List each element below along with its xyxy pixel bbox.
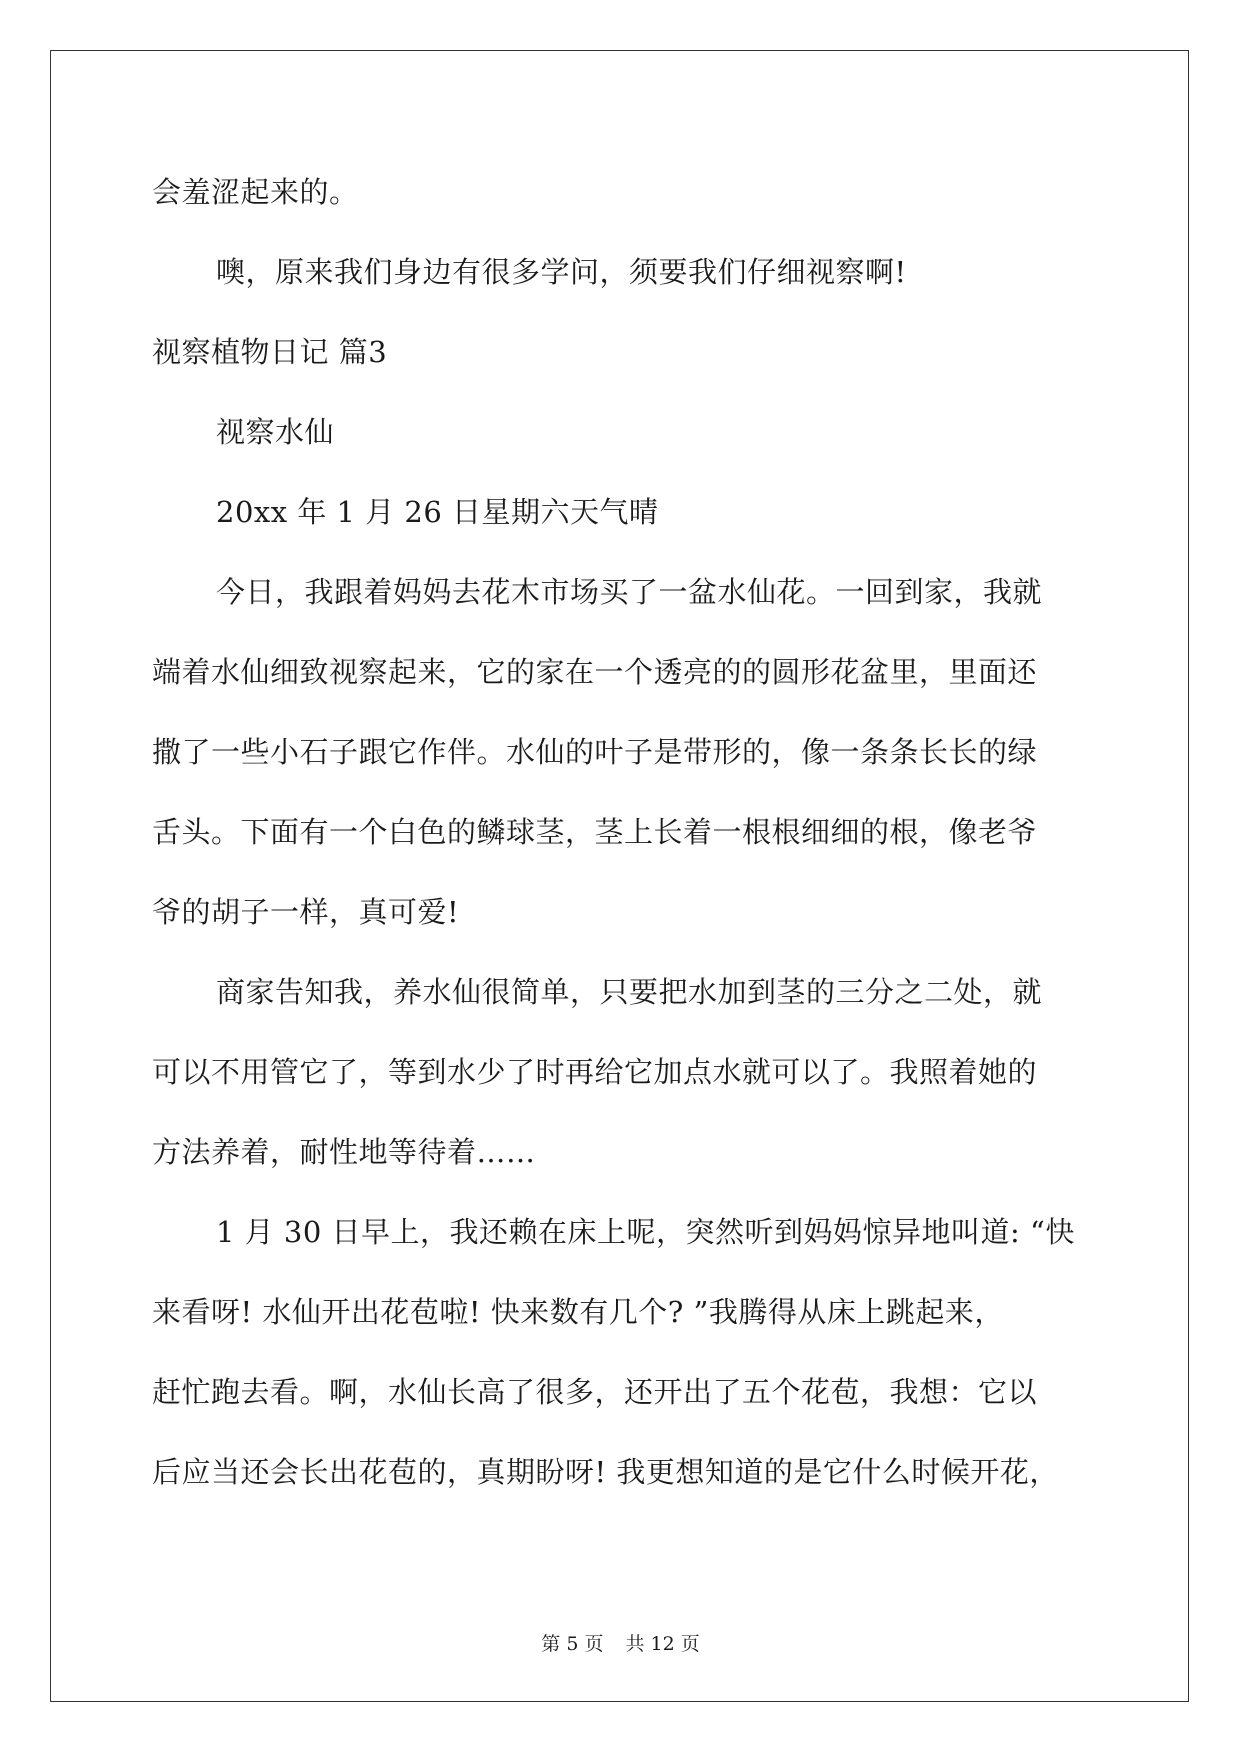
text-line-8: 撒了一些小石子跟它作伴。水仙的叶子是带形的，像一条条长长的绿 xyxy=(152,735,1038,769)
text-line-6: 今日，我跟着妈妈去花木市场买了一盆水仙花。一回到家，我就 xyxy=(216,575,1043,609)
page-total: 共 12 页 xyxy=(625,1633,700,1655)
text-line-14: 1 月 30 日早上，我还赖在床上呢，突然听到妈妈惊异地叫道: “快 xyxy=(216,1215,1075,1249)
section-heading: 视察植物日记 篇3 xyxy=(152,335,388,369)
text-line-15: 来看呀! 水仙开出花苞啦! 快来数有几个? ”我腾得从床上跳起来， xyxy=(152,1295,1004,1329)
diary-date: 20xx 年 1 月 26 日星期六天气晴 xyxy=(216,495,659,529)
text-line-1: 会羞涩起来的。 xyxy=(152,175,359,209)
text-line-11: 商家告知我，养水仙很简单，只要把水加到茎的三分之二处，就 xyxy=(216,975,1043,1009)
text-line-9: 舌头。下面有一个白色的鳞球茎，茎上长着一根根细细的根，像老爷 xyxy=(152,815,1038,849)
text-line-2: 噢，原来我们身边有很多学问，须要我们仔细视察啊! xyxy=(216,255,907,289)
diary-title: 视察水仙 xyxy=(216,415,335,449)
text-line-16: 赶忙跑去看。啊，水仙长高了很多，还开出了五个花苞，我想：它以 xyxy=(152,1375,1038,1409)
text-line-10: 爷的胡子一样，真可爱! xyxy=(152,895,460,929)
text-line-13: 方法养着，耐性地等待着…… xyxy=(152,1135,536,1169)
text-line-17: 后应当还会长出花苞的，真期盼呀! 我更想知道的是它什么时候开花， xyxy=(152,1455,1059,1489)
text-line-12: 可以不用管它了，等到水少了时再给它加点水就可以了。我照着她的 xyxy=(152,1055,1038,1089)
text-line-7: 端着水仙细致视察起来，它的家在一个透亮的的圆形花盆里，里面还 xyxy=(152,655,1038,689)
page-number: 第 5 页 xyxy=(541,1633,604,1655)
page-footer xyxy=(0,1632,1241,1656)
